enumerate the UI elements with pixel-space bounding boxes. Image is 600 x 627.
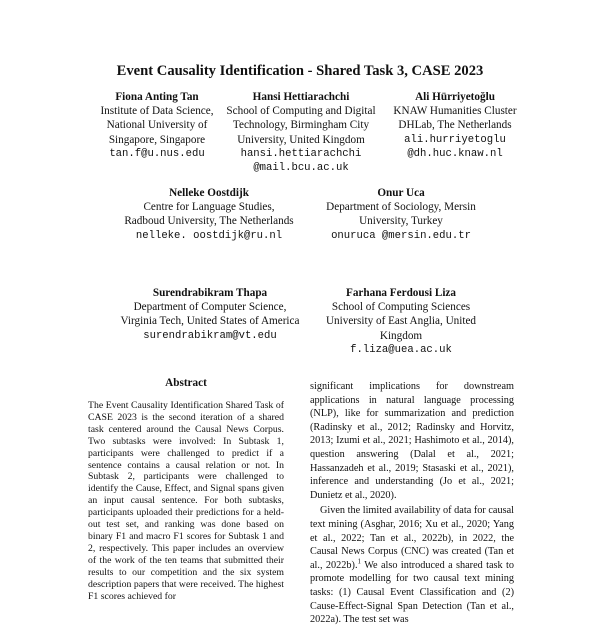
author-block <box>84 90 230 161</box>
author-affiliation: School of Computing Sciences University of East Anglia, United Kingdom <box>325 301 477 342</box>
author-block <box>118 286 302 343</box>
author-name: Fiona Anting Tan <box>115 91 199 103</box>
author-name: Farhana Ferdousi Liza <box>345 287 456 299</box>
body-text: Given the limited availability of data for causal text mining (Asghar, 2016; Xu et al., 2020; Yang et al., 2022; Tan et al., 2022b), in 2022, the Causal News Corpus (CNC) was created (Tan et al., 2022b). <box>310 505 514 571</box>
author-name: Surendrabikram Thapa <box>152 287 268 299</box>
body-paragraph <box>310 504 514 626</box>
author-email: tan.f@u.nus.edu <box>109 147 205 160</box>
body-paragraph: significant implications for downstream applications in natural language processing (NLP), like for summarization and prediction (Radinsky et al., 2012; Radinsky and Horvitz, 2013; Izumi et al., 2021; Hashimoto et al., 2014), question answering (Dalal et al., 2021; Hassanzadeh et al., 2019; Stasaski et al., 2021), inference and understanding (Jo et al., 2021; Dunietz et al., 2020). <box>310 381 514 501</box>
body-text: We also introduced a shared task to promote modelling for two causal text mining tasks: (1) Causal Event Classification and (2) Cause-Effect-Signal Span Detection (Tan et al., 2022a). The test set was <box>310 559 514 626</box>
author-name: Hansi Hettiarachchi <box>252 91 350 103</box>
author-block <box>124 186 294 243</box>
author-affiliation: Institute of Data Science, National University of Singapore, Singapore <box>100 105 214 146</box>
abstract-text: The Event Causality Identification Shared Task of CASE 2023 is the second iteration of a shared task centered around the Causal News Corpus. Two subtasks were involved: In Subtask 1, participants were challenged to predict if a sentence contains a causal relation or not. In Subtask 2, participants were challenged to identify the Cause, Effect, and Signal spans given an input causal sentence. For both subtasks, participants uploaded their predictions for a held-out test set, and ranking was done based on binary F1 and macro F1 scores for Subtask 1 and 2, respectively. This paper includes an overview of the work of the ten teams that submitted their results to our competition and the six system description papers that were received. The highest F1 scores achieved for <box>88 400 284 602</box>
author-email: hansi.hettiarachchi @mail.bcu.ac.uk <box>240 147 362 175</box>
author-email: surendrabikram@vt.edu <box>143 329 277 342</box>
author-affiliation: Department of Computer Science, Virginia Tech, United States of America <box>120 301 300 328</box>
author-block <box>326 186 476 243</box>
author-email: f.liza@uea.ac.uk <box>350 343 452 356</box>
author-email: ali.hurriyetoglu @dh.huc.knaw.nl <box>404 133 506 160</box>
author-block <box>316 286 486 357</box>
author-block <box>216 90 386 175</box>
author-affiliation: School of Computing and Digital Technology, Birmingham City University, United Kingdom <box>226 105 376 146</box>
author-email: onuruca @mersin.edu.tr <box>331 229 471 242</box>
author-name: Nelleke Oostdijk <box>169 187 249 199</box>
author-block <box>390 90 520 161</box>
author-affiliation: Centre for Language Studies, Radboud University, The Netherlands <box>124 201 294 228</box>
body-column <box>310 380 514 626</box>
author-affiliation: KNAW Humanities Cluster DHLab, The Netherlands <box>393 105 517 132</box>
author-name: Onur Uca <box>377 187 425 199</box>
author-affiliation: Department of Sociology, Mersin University, Turkey <box>326 201 476 228</box>
footnote-marker: 1 <box>357 557 361 566</box>
abstract-heading: Abstract <box>165 377 207 389</box>
author-email: nelleke. oostdijk@ru.nl <box>135 229 283 242</box>
author-name: Ali Hürriyetoğlu <box>415 91 495 103</box>
paper-title: Event Causality Identification - Shared Task 3, CASE 2023 <box>116 63 484 79</box>
